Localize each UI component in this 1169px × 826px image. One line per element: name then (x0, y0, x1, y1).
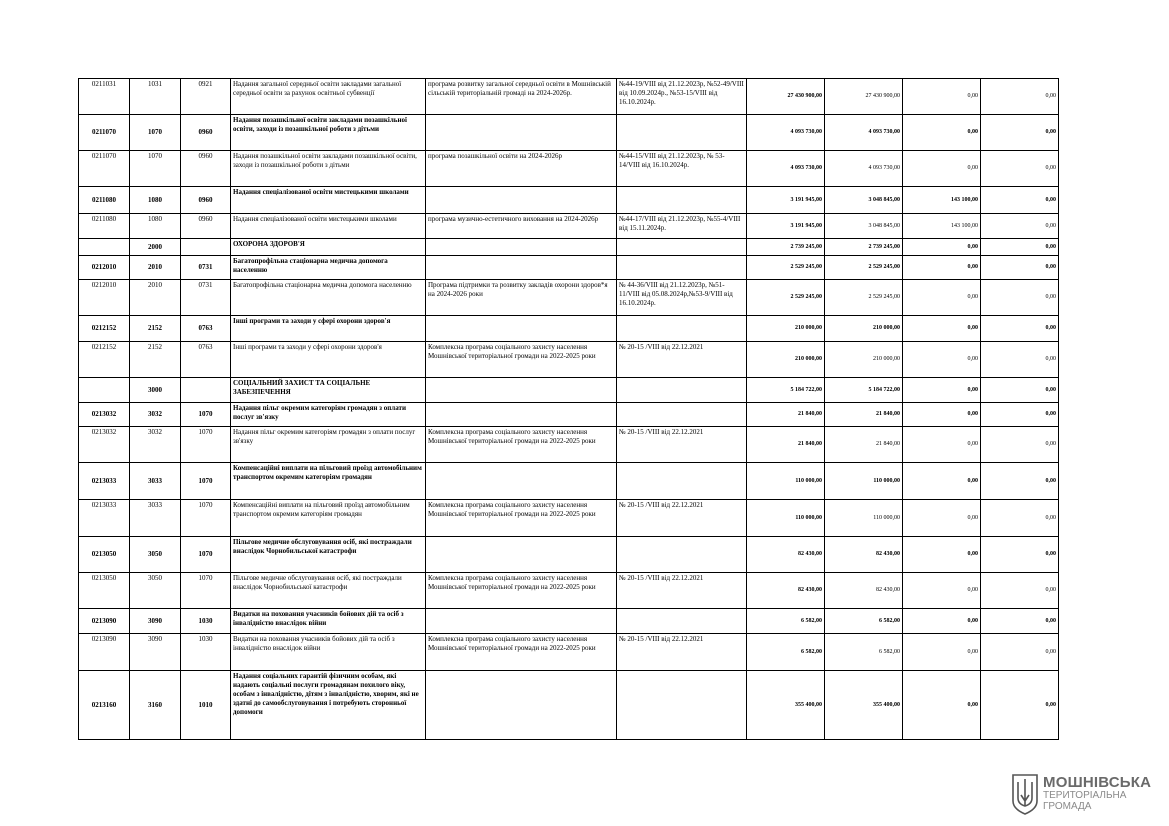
cell-program: Комплексна програма соціального захисту населення Мошнівської територіальної громади на 2022-2025 роки (426, 342, 617, 378)
cell-special-fund: 0,00 (903, 634, 981, 671)
cell-development-budget: 0,00 (981, 187, 1059, 214)
cell-kfkvk: 0763 (181, 342, 231, 378)
cell-total: 27 430 900,00 (747, 79, 825, 115)
cell-name: СОЦІАЛЬНИЙ ЗАХИСТ ТА СОЦІАЛЬНЕ ЗАБЕЗПЕЧЕННЯ (231, 378, 426, 403)
cell-kpkvk: 0212152 (79, 316, 130, 342)
cell-general-fund: 2 529 245,00 (825, 280, 903, 316)
cell-kpkvk: 0213033 (79, 463, 130, 500)
cell-kfkvk: 0960 (181, 214, 231, 239)
cell-kpkvk: 0211031 (79, 79, 130, 115)
table-row-detail (79, 634, 1059, 671)
cell-name: Інші програми та заходи у сфері охорони здоров'я (231, 316, 426, 342)
cell-special-fund: 0,00 (903, 537, 981, 573)
cell-name: Інші програми та заходи у сфері охорони здоров'я (231, 342, 426, 378)
logo-subtitle: ТЕРИТОРІАЛЬНА ГРОМАДА (1043, 790, 1127, 812)
cell-total: 3 191 945,00 (747, 214, 825, 239)
cell-special-fund: 0,00 (903, 256, 981, 280)
cell-program (426, 463, 617, 500)
cell-program (426, 671, 617, 740)
cell-kpkvk: 0212010 (79, 280, 130, 316)
cell-kpkvk: 0212010 (79, 256, 130, 280)
cell-total: 21 840,00 (747, 427, 825, 463)
table-row-summary (79, 187, 1059, 214)
cell-total: 210 000,00 (747, 342, 825, 378)
cell-tpkvk: 3050 (130, 573, 181, 609)
cell-kfkvk: 0960 (181, 187, 231, 214)
cell-program: програма позашкільної освіти на 2024-2026р (426, 151, 617, 187)
cell-tpkvk: 1080 (130, 214, 181, 239)
cell-total: 4 093 730,00 (747, 115, 825, 151)
cell-kfkvk: 1070 (181, 573, 231, 609)
cell-decision: №44-19/VIII від 21.12.2023р, №52-49/VIII від 10.09.2024р., №53-15/VIII від 16.10.2024р. (617, 79, 747, 115)
cell-decision (617, 378, 747, 403)
cell-program: Комплексна програма соціального захисту населення Мошнівської територіальної громади на 2022-2025 роки (426, 634, 617, 671)
cell-special-fund: 0,00 (903, 500, 981, 537)
cell-kpkvk: 0211070 (79, 151, 130, 187)
cell-development-budget: 0,00 (981, 342, 1059, 378)
cell-total: 355 400,00 (747, 671, 825, 740)
cell-kpkvk: 0213090 (79, 634, 130, 671)
cell-development-budget: 0,00 (981, 427, 1059, 463)
budget-table (78, 78, 1059, 740)
cell-name: Надання пільг окремим категоріям громадян з оплати послуг зв'язку (231, 427, 426, 463)
cell-name: Надання пільг окремим категоріям громадян з оплати послуг зв'язку (231, 403, 426, 427)
cell-special-fund: 143 100,00 (903, 187, 981, 214)
cell-kpkvk (79, 239, 130, 256)
cell-decision (617, 256, 747, 280)
cell-decision (617, 671, 747, 740)
cell-development-budget: 0,00 (981, 609, 1059, 634)
cell-kfkvk: 1070 (181, 463, 231, 500)
cell-kfkvk: 0731 (181, 256, 231, 280)
table-row-summary (79, 256, 1059, 280)
cell-decision: № 20-15 /VIII від 22.12.2021 (617, 634, 747, 671)
cell-program: Комплексна програма соціального захисту населення Мошнівської територіальної громади на 2022-2025 роки (426, 427, 617, 463)
cell-general-fund: 2 739 245,00 (825, 239, 903, 256)
cell-development-budget: 0,00 (981, 378, 1059, 403)
cell-general-fund: 4 093 730,00 (825, 151, 903, 187)
cell-development-budget: 0,00 (981, 500, 1059, 537)
table-row-summary (79, 378, 1059, 403)
cell-name: Надання спеціалізованої освіти мистецькими школами (231, 187, 426, 214)
cell-decision (617, 316, 747, 342)
cell-special-fund: 0,00 (903, 609, 981, 634)
cell-general-fund: 110 000,00 (825, 500, 903, 537)
cell-total: 110 000,00 (747, 463, 825, 500)
cell-name: Надання позашкільної освіти закладами позашкільної освіти, заходи із позашкільної роботи з дітьми (231, 151, 426, 187)
cell-tpkvk: 1031 (130, 79, 181, 115)
cell-general-fund: 21 840,00 (825, 427, 903, 463)
cell-decision: № 20-15 /VIII від 22.12.2021 (617, 342, 747, 378)
cell-program (426, 378, 617, 403)
cell-special-fund: 0,00 (903, 239, 981, 256)
cell-kpkvk: 0211080 (79, 214, 130, 239)
cell-total: 3 191 945,00 (747, 187, 825, 214)
cell-decision (617, 609, 747, 634)
cell-tpkvk: 1080 (130, 187, 181, 214)
cell-name: ОХОРОНА ЗДОРОВ'Я (231, 239, 426, 256)
table-row-summary (79, 537, 1059, 573)
cell-special-fund: 143 100,00 (903, 214, 981, 239)
cell-tpkvk: 2152 (130, 342, 181, 378)
cell-total: 2 529 245,00 (747, 256, 825, 280)
cell-total: 110 000,00 (747, 500, 825, 537)
cell-special-fund: 0,00 (903, 671, 981, 740)
cell-total: 82 430,00 (747, 573, 825, 609)
cell-general-fund: 21 840,00 (825, 403, 903, 427)
cell-program (426, 316, 617, 342)
table-row-summary (79, 463, 1059, 500)
table-row-detail (79, 79, 1059, 115)
cell-name: Видатки на поховання учасників бойових дій та осіб з інвалідністю внаслідок війни (231, 609, 426, 634)
cell-general-fund: 110 000,00 (825, 463, 903, 500)
cell-total: 210 000,00 (747, 316, 825, 342)
cell-name: Пільгове медичне обслуговування осіб, які постраждали внаслідок Чорнобильської катастрофи (231, 537, 426, 573)
cell-total: 2 739 245,00 (747, 239, 825, 256)
cell-development-budget: 0,00 (981, 671, 1059, 740)
cell-tpkvk: 2152 (130, 316, 181, 342)
cell-decision (617, 187, 747, 214)
cell-program: Комплексна програма соціального захисту населення Мошнівської територіальної громади на 2022-2025 роки (426, 500, 617, 537)
cell-tpkvk: 3000 (130, 378, 181, 403)
cell-kfkvk: 0731 (181, 280, 231, 316)
cell-tpkvk: 2010 (130, 280, 181, 316)
cell-total: 2 529 245,00 (747, 280, 825, 316)
cell-decision (617, 463, 747, 500)
table-row-detail (79, 342, 1059, 378)
cell-development-budget: 0,00 (981, 316, 1059, 342)
cell-special-fund: 0,00 (903, 79, 981, 115)
cell-kpkvk: 0213032 (79, 403, 130, 427)
cell-general-fund: 3 048 845,00 (825, 214, 903, 239)
cell-decision (617, 115, 747, 151)
cell-program: Комплексна програма соціального захисту населення Мошнівської територіальної громади на 2022-2025 роки (426, 573, 617, 609)
cell-special-fund: 0,00 (903, 115, 981, 151)
cell-kfkvk: 1070 (181, 500, 231, 537)
cell-kpkvk (79, 378, 130, 403)
cell-tpkvk: 3033 (130, 463, 181, 500)
cell-total: 21 840,00 (747, 403, 825, 427)
table-row-detail (79, 151, 1059, 187)
cell-special-fund: 0,00 (903, 403, 981, 427)
cell-kfkvk: 1030 (181, 634, 231, 671)
cell-special-fund: 0,00 (903, 463, 981, 500)
cell-special-fund: 0,00 (903, 316, 981, 342)
cell-kpkvk: 0211080 (79, 187, 130, 214)
cell-decision (617, 239, 747, 256)
cell-kfkvk: 0921 (181, 79, 231, 115)
community-logo (1010, 772, 1160, 816)
cell-program: програма музично-естетичного виховання на 2024-2026р (426, 214, 617, 239)
table-row-summary (79, 115, 1059, 151)
table-row-detail (79, 573, 1059, 609)
cell-kpkvk: 0213090 (79, 609, 130, 634)
cell-development-budget: 0,00 (981, 634, 1059, 671)
cell-development-budget: 0,00 (981, 403, 1059, 427)
cell-program (426, 256, 617, 280)
cell-kfkvk: 0960 (181, 115, 231, 151)
cell-development-budget: 0,00 (981, 463, 1059, 500)
cell-tpkvk: 3090 (130, 609, 181, 634)
cell-general-fund: 6 582,00 (825, 609, 903, 634)
cell-general-fund: 5 184 722,00 (825, 378, 903, 403)
cell-special-fund: 0,00 (903, 573, 981, 609)
logo-title: МОШНІВСЬКА (1043, 774, 1152, 791)
cell-tpkvk: 3090 (130, 634, 181, 671)
cell-program: Програма підтримки та розвитку закладів охорони здоров*я на 2024-2026 роки (426, 280, 617, 316)
cell-program (426, 239, 617, 256)
table-row-summary (79, 609, 1059, 634)
cell-decision: №44-15/VIII від 21.12.2023р, № 53-14/VIII від 16.10.2024р. (617, 151, 747, 187)
cell-tpkvk: 2010 (130, 256, 181, 280)
cell-tpkvk: 1070 (130, 151, 181, 187)
cell-tpkvk: 3050 (130, 537, 181, 573)
cell-kfkvk: 0763 (181, 316, 231, 342)
cell-name: Надання позашкільної освіти закладами позашкільної освіти, заходи із позашкільної роботи з дітьми (231, 115, 426, 151)
cell-development-budget: 0,00 (981, 280, 1059, 316)
cell-development-budget: 0,00 (981, 79, 1059, 115)
cell-name: Компенсаційні виплати на пільговий проїзд автомобільним транспортом окремим категоріям громадян (231, 463, 426, 500)
cell-name: Видатки на поховання учасників бойових дій та осіб з інвалідністю внаслідок війни (231, 634, 426, 671)
cell-decision: № 44-36/VIII від 21.12.2023р, №51-11/VIII від 05.08.2024р,№53-9/VIII від 16.10.2024р. (617, 280, 747, 316)
table-row-detail (79, 280, 1059, 316)
cell-development-budget: 0,00 (981, 239, 1059, 256)
cell-general-fund: 210 000,00 (825, 316, 903, 342)
cell-kfkvk: 1070 (181, 537, 231, 573)
table-row-detail (79, 214, 1059, 239)
cell-decision: №44-17/VIII від 21.12.2023р, №55-4/VIII від 15.11.2024р. (617, 214, 747, 239)
cell-general-fund: 6 582,00 (825, 634, 903, 671)
cell-kpkvk: 0212152 (79, 342, 130, 378)
cell-development-budget: 0,00 (981, 151, 1059, 187)
cell-kfkvk: 1010 (181, 671, 231, 740)
cell-kpkvk: 0213160 (79, 671, 130, 740)
cell-general-fund: 82 430,00 (825, 573, 903, 609)
cell-general-fund: 355 400,00 (825, 671, 903, 740)
cell-kfkvk: 1070 (181, 427, 231, 463)
cell-name: Пільгове медичне обслуговування осіб, які постраждали внаслідок Чорнобильської катастрофи (231, 573, 426, 609)
cell-special-fund: 0,00 (903, 427, 981, 463)
cell-tpkvk: 3160 (130, 671, 181, 740)
cell-kpkvk: 0213032 (79, 427, 130, 463)
cell-program: програма розвитку загальної середньої освіти в Мошнівській сільській територіальній громаді на 2024-2026р. (426, 79, 617, 115)
cell-decision (617, 403, 747, 427)
cell-kpkvk: 0213033 (79, 500, 130, 537)
cell-decision: № 20-15 /VIII від 22.12.2021 (617, 427, 747, 463)
trident-emblem-icon (1010, 773, 1040, 815)
table-row-detail (79, 427, 1059, 463)
table-row-summary (79, 239, 1059, 256)
cell-tpkvk: 1070 (130, 115, 181, 151)
cell-decision (617, 537, 747, 573)
cell-name: Надання соціальних гарантій фізичним особам, які надають соціальні послуги громадянам похилого віку, особам з інвалідністю, дітям з інвалідністю, хворим, які не здатні до самообслуговування і потребують сторонньої допомоги (231, 671, 426, 740)
cell-kpkvk: 0213050 (79, 573, 130, 609)
cell-kfkvk: 0960 (181, 151, 231, 187)
table-row-summary (79, 316, 1059, 342)
cell-tpkvk: 3032 (130, 403, 181, 427)
cell-name: Багатопрофільна стаціонарна медична допомога населенню (231, 256, 426, 280)
cell-development-budget: 0,00 (981, 537, 1059, 573)
cell-special-fund: 0,00 (903, 378, 981, 403)
cell-name: Надання загальної середньої освіти закладами загальної середньої освіти за рахунок освітньої субвенції (231, 79, 426, 115)
cell-total: 82 430,00 (747, 537, 825, 573)
cell-general-fund: 3 048 845,00 (825, 187, 903, 214)
cell-decision: № 20-15 /VIII від 22.12.2021 (617, 500, 747, 537)
cell-program (426, 115, 617, 151)
cell-kpkvk: 0213050 (79, 537, 130, 573)
cell-name: Багатопрофільна стаціонарна медична допомога населенню (231, 280, 426, 316)
cell-tpkvk: 3033 (130, 500, 181, 537)
cell-special-fund: 0,00 (903, 342, 981, 378)
cell-name: Надання спеціалізованої освіти мистецькими школами (231, 214, 426, 239)
cell-kfkvk (181, 378, 231, 403)
cell-special-fund: 0,00 (903, 151, 981, 187)
cell-total: 5 184 722,00 (747, 378, 825, 403)
cell-development-budget: 0,00 (981, 256, 1059, 280)
table-row-summary (79, 403, 1059, 427)
cell-tpkvk: 2000 (130, 239, 181, 256)
cell-general-fund: 4 093 730,00 (825, 115, 903, 151)
cell-development-budget: 0,00 (981, 573, 1059, 609)
table-row-detail (79, 500, 1059, 537)
cell-program (426, 537, 617, 573)
cell-kfkvk: 1030 (181, 609, 231, 634)
cell-special-fund: 0,00 (903, 280, 981, 316)
cell-program (426, 187, 617, 214)
table-row-summary (79, 671, 1059, 740)
cell-development-budget: 0,00 (981, 115, 1059, 151)
cell-general-fund: 82 430,00 (825, 537, 903, 573)
cell-total: 6 582,00 (747, 634, 825, 671)
cell-tpkvk: 3032 (130, 427, 181, 463)
cell-program (426, 609, 617, 634)
table-body (79, 79, 1059, 740)
cell-kfkvk (181, 239, 231, 256)
cell-total: 4 093 730,00 (747, 151, 825, 187)
cell-general-fund: 2 529 245,00 (825, 256, 903, 280)
cell-development-budget: 0,00 (981, 214, 1059, 239)
cell-total: 6 582,00 (747, 609, 825, 634)
cell-decision: № 20-15 /VIII від 22.12.2021 (617, 573, 747, 609)
cell-general-fund: 27 430 900,00 (825, 79, 903, 115)
cell-kpkvk: 0211070 (79, 115, 130, 151)
cell-name: Компенсаційні виплати на пільговий проїзд автомобільним транспортом окремим категоріям громадян (231, 500, 426, 537)
cell-general-fund: 210 000,00 (825, 342, 903, 378)
cell-kfkvk: 1070 (181, 403, 231, 427)
cell-program (426, 403, 617, 427)
